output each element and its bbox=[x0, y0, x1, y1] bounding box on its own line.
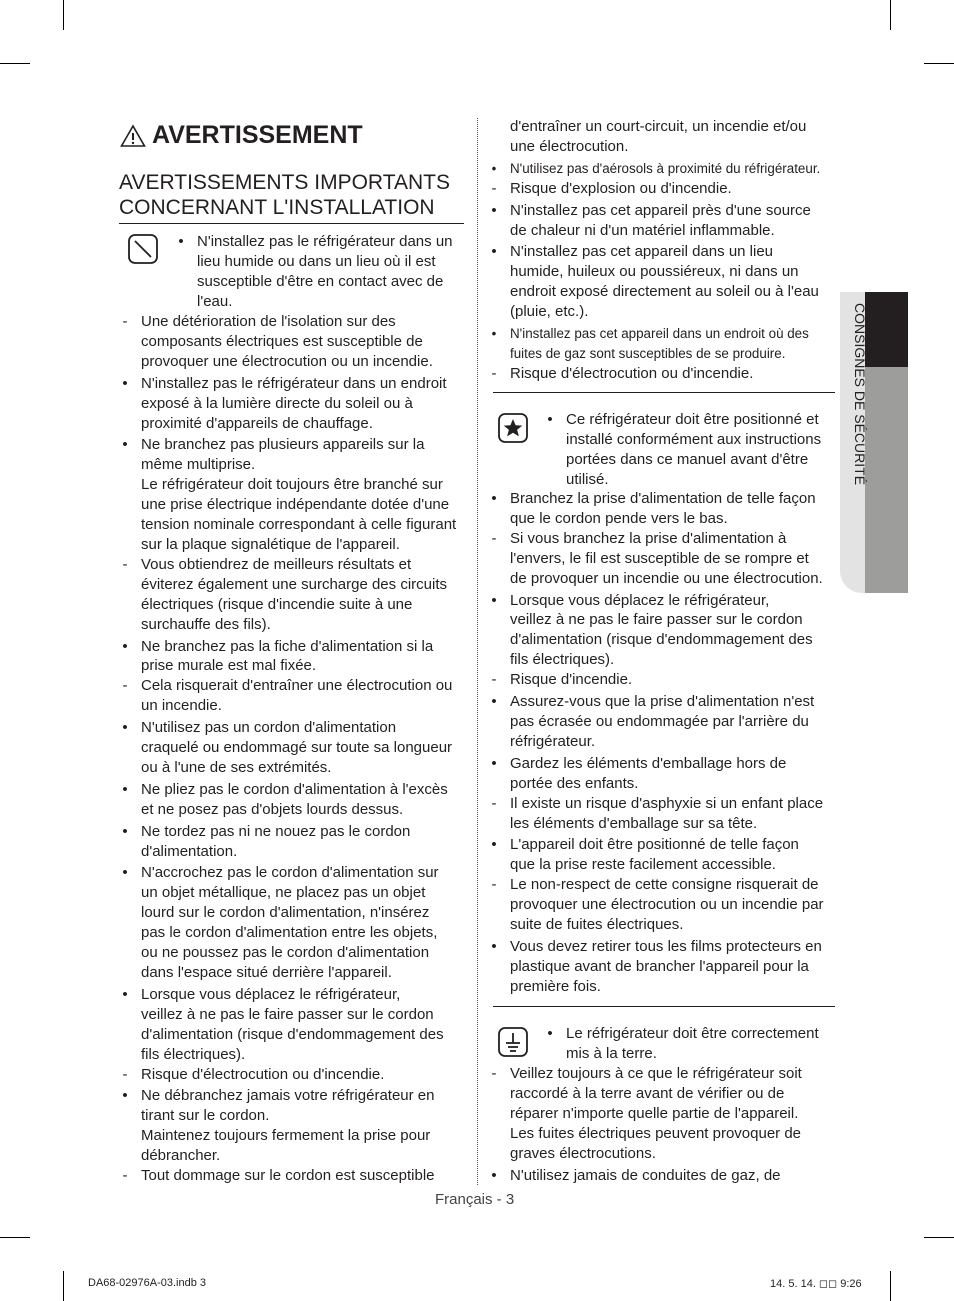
list-item-line: de chaleur ni d'un matériel inflammable. bbox=[510, 221, 775, 239]
list-item bbox=[491, 201, 845, 241]
list-item bbox=[547, 1024, 836, 1064]
list-item-line: Lorsque vous déplacez le réfrigérateur, bbox=[510, 591, 770, 609]
list-item-line: fuites de gaz sont susceptibles de se produire. bbox=[510, 345, 786, 361]
list-item bbox=[122, 435, 471, 554]
important-star-icon bbox=[497, 412, 529, 449]
list-item-line: débrancher. bbox=[141, 1147, 221, 1165]
list-item-line: Vous obtiendrez de meilleurs résultats et bbox=[141, 555, 412, 573]
list-item bbox=[491, 364, 845, 384]
list-item-line: Ce réfrigérateur doit être positionné et bbox=[566, 411, 819, 428]
list-item-line: (pluie, etc.). bbox=[510, 303, 589, 321]
dash-marker: - bbox=[491, 179, 497, 197]
dash-marker: - bbox=[491, 529, 497, 547]
list-item-line: susceptible d'être en contact avec de bbox=[197, 272, 444, 290]
list-item bbox=[491, 670, 840, 690]
dash-marker: - bbox=[122, 1065, 128, 1083]
list-item bbox=[122, 637, 471, 677]
list-item bbox=[491, 1064, 840, 1164]
list-item-line: L'appareil doit être positionné de telle façon bbox=[510, 836, 799, 854]
list-item-line: réparer n'importe quelle partie de l'appareil. bbox=[510, 1104, 799, 1122]
list-item-line: Risque d'explosion ou d'incendie. bbox=[510, 179, 732, 197]
bullet-marker: • bbox=[491, 490, 497, 507]
bullet-marker: • bbox=[122, 374, 128, 392]
list-item bbox=[491, 489, 840, 529]
list-item-line: Les fuites électriques peuvent provoquer de bbox=[510, 1124, 802, 1142]
dash-marker: - bbox=[491, 794, 497, 812]
list-item-line: exposé à la lumière directe du soleil ou à bbox=[141, 394, 413, 412]
bullet-marker: • bbox=[122, 1087, 128, 1105]
section-rule bbox=[493, 1006, 835, 1007]
bullet-marker: • bbox=[122, 637, 128, 655]
crop-mark bbox=[924, 63, 954, 64]
list-item-line: pas le cordon d'alimentation entre les objets, bbox=[141, 924, 438, 942]
list-item-line: Risque d'incendie. bbox=[510, 671, 633, 689]
bullet-marker: • bbox=[122, 985, 128, 1003]
prohibited-icon bbox=[127, 233, 159, 270]
list-item-line: proximité d'appareils de chauffage. bbox=[141, 414, 373, 432]
list-item-line: un objet métallique, ne placez pas un objet bbox=[141, 884, 426, 902]
list-item bbox=[122, 312, 471, 372]
list-item-line: fils électriques). bbox=[141, 1045, 246, 1063]
bullet-marker: • bbox=[491, 160, 497, 176]
list-item-line: d'alimentation (risque d'endommagement des bbox=[141, 1025, 444, 1043]
list-item-line: éviterez également une surcharge des circuits bbox=[141, 575, 447, 593]
right-bot-list bbox=[491, 1064, 840, 1185]
list-item-line: Le non-respect de cette consigne risquerait de bbox=[510, 876, 819, 894]
subheading-line: CONCERNANT L'INSTALLATION bbox=[119, 196, 435, 219]
list-item bbox=[122, 985, 471, 1065]
list-item-line: Il existe un risque d'asphyxie si un enfant place bbox=[510, 794, 824, 812]
list-item-line: tirant sur le cordon. bbox=[141, 1107, 270, 1125]
list-item-line: surchauffe des fils). bbox=[141, 615, 271, 633]
right-bot-intro-list bbox=[547, 1024, 836, 1064]
list-item-line: fils électriques). bbox=[510, 651, 615, 669]
list-item-line: provoquer une électrocution ou un incendie par bbox=[510, 896, 824, 914]
crop-mark bbox=[890, 1271, 891, 1301]
list-item-line: lieu humide ou dans un lieu où il est bbox=[197, 252, 436, 270]
list-item-line: Une détérioration de l'isolation sur des bbox=[141, 313, 396, 330]
list-item-line: Tout dommage sur le cordon est susceptible bbox=[141, 1167, 435, 1185]
list-item-line: Maintenez toujours fermement la prise pour bbox=[141, 1127, 431, 1145]
list-item-line: Cela risquerait d'entraîner une électrocution ou bbox=[141, 677, 453, 695]
list-item-line: N'installez pas cet appareil près d'une source bbox=[510, 201, 811, 219]
left-column-list bbox=[122, 312, 471, 1186]
list-item-line: N'installez pas le réfrigérateur dans un endroit bbox=[141, 374, 447, 392]
side-tab-grey-block bbox=[865, 367, 908, 593]
bullet-marker: • bbox=[491, 693, 497, 711]
list-item-line: ou à l'une de ses extrémités. bbox=[141, 758, 332, 776]
list-item-line: veillez à ne pas le faire passer sur le cordon bbox=[510, 611, 803, 629]
print-file-info: DA68-02976A-03.indb 3 bbox=[88, 1277, 207, 1289]
list-item bbox=[491, 835, 840, 875]
list-item bbox=[491, 179, 845, 199]
list-item bbox=[491, 692, 840, 752]
list-item-line: N'utilisez pas un cordon d'alimentation bbox=[141, 719, 397, 737]
list-item-line: Veillez toujours à ce que le réfrigérateur soit bbox=[510, 1065, 802, 1082]
bullet-marker: • bbox=[491, 243, 497, 261]
list-item bbox=[491, 529, 840, 589]
list-item bbox=[491, 937, 840, 997]
list-item-line: Branchez la prise d'alimentation de telle façon bbox=[510, 490, 816, 507]
list-item-line: Le réfrigérateur doit être correctement bbox=[566, 1025, 819, 1042]
warning-icon bbox=[120, 124, 146, 148]
list-item-line: d'alimentation (risque d'endommagement des bbox=[510, 631, 813, 649]
list-item-line: Vous devez retirer tous les films protecteurs en bbox=[510, 937, 822, 955]
left-intro-list bbox=[178, 232, 467, 312]
list-item-line: d'entraîner un court-circuit, un incendie et/ou bbox=[510, 118, 807, 135]
list-item-line: un incendie. bbox=[141, 697, 222, 715]
list-item bbox=[491, 324, 845, 364]
list-item bbox=[491, 1166, 840, 1186]
bullet-marker: • bbox=[491, 1166, 497, 1184]
list-item-line: que le cordon pende vers le bas. bbox=[510, 509, 728, 527]
list-item-line: Lorsque vous déplacez le réfrigérateur, bbox=[141, 985, 401, 1003]
list-item bbox=[510, 117, 845, 157]
heading-text: AVERTISSEMENT bbox=[152, 121, 363, 149]
bullet-marker: • bbox=[178, 233, 184, 250]
dash-marker: - bbox=[122, 313, 128, 330]
list-item-line: pas écrasée ou endommagée par l'arrière du bbox=[510, 712, 809, 730]
list-item-line: veillez à ne pas le faire passer sur le cordon bbox=[141, 1005, 434, 1023]
bullet-marker: • bbox=[491, 326, 497, 342]
list-item-line: Risque d'électrocution ou d'incendie. bbox=[510, 364, 754, 382]
ground-icon bbox=[497, 1026, 529, 1063]
list-item bbox=[122, 822, 471, 862]
crop-mark bbox=[63, 1271, 64, 1301]
page-number: Français - 3 bbox=[435, 1191, 515, 1208]
dash-marker: - bbox=[122, 677, 128, 695]
list-item bbox=[491, 754, 840, 794]
side-tab-dark-block bbox=[865, 292, 908, 367]
list-item-line: dans l'espace situé derrière l'appareil. bbox=[141, 964, 392, 981]
list-item-line: et ne posez pas d'objets lourds dessus. bbox=[141, 800, 404, 818]
list-item-line: Si vous branchez la prise d'alimentation à bbox=[510, 529, 787, 547]
print-date-info: 14. 5. 14. ◻◻ 9:26 bbox=[770, 1278, 862, 1290]
list-item-line: Ne branchez pas plusieurs appareils sur la bbox=[141, 436, 425, 454]
list-item bbox=[122, 676, 471, 716]
bullet-marker: • bbox=[491, 836, 497, 854]
dash-marker: - bbox=[122, 1167, 128, 1185]
list-item-line: Ne branchez pas la fiche d'alimentation si la bbox=[141, 637, 434, 655]
list-item bbox=[122, 780, 471, 820]
list-item-line: utilisé. bbox=[566, 470, 609, 488]
dash-marker: - bbox=[491, 1065, 497, 1082]
list-item-line: Risque d'électrocution ou d'incendie. bbox=[141, 1065, 385, 1083]
list-item-line: les éléments d'emballage sur sa tête. bbox=[510, 814, 758, 832]
list-item-line: N'utilisez jamais de conduites de gaz, de bbox=[510, 1166, 781, 1184]
list-item bbox=[491, 591, 840, 671]
list-item-line: tension nominale correspondant à celle figurant bbox=[141, 516, 457, 534]
dash-marker: - bbox=[122, 555, 128, 573]
list-item-line: suite de fuites électriques. bbox=[510, 916, 684, 934]
crop-mark bbox=[890, 0, 891, 30]
list-item bbox=[122, 374, 471, 434]
side-tab-label: CONSIGNES DE SÉCURITÉ bbox=[852, 303, 868, 486]
right-top-list bbox=[491, 117, 845, 384]
dash-marker: - bbox=[491, 876, 497, 894]
list-item bbox=[122, 1065, 471, 1085]
list-item bbox=[122, 718, 471, 778]
list-item-line: installé conformément aux instructions bbox=[566, 430, 822, 448]
list-item-line: prise murale est mal fixée. bbox=[141, 657, 317, 675]
list-item-line: l'envers, le fil est susceptible de se rompre et bbox=[510, 549, 809, 567]
list-item-line: N'installez pas le réfrigérateur dans un bbox=[197, 233, 453, 250]
right-mid-intro-list bbox=[547, 410, 836, 490]
list-item bbox=[547, 410, 836, 490]
column-divider bbox=[477, 118, 478, 1185]
list-item-line: Le réfrigérateur doit toujours être branché sur bbox=[141, 476, 443, 494]
list-item-line: de provoquer un incendie ou une électrocution. bbox=[510, 569, 823, 587]
list-item-line: portée des enfants. bbox=[510, 774, 639, 792]
list-item-line: mis à la terre. bbox=[566, 1044, 657, 1062]
list-item-line: portées dans ce manuel avant d'être bbox=[566, 450, 809, 468]
list-item-line: Ne débranchez jamais votre réfrigérateur en bbox=[141, 1087, 435, 1105]
list-item-line: que la prise reste facilement accessible. bbox=[510, 856, 776, 874]
bullet-marker: • bbox=[547, 1025, 553, 1042]
bullet-marker: • bbox=[122, 436, 128, 454]
list-item bbox=[491, 875, 840, 935]
bullet-marker: • bbox=[547, 411, 553, 428]
list-item-line: sur la plaque signalétique de l'appareil. bbox=[141, 535, 400, 553]
list-item bbox=[178, 232, 467, 312]
subheading-line: AVERTISSEMENTS IMPORTANTS bbox=[119, 171, 450, 194]
list-item-line: humide, huileux ou poussiéreux, ni dans un bbox=[510, 263, 799, 281]
section-subheading bbox=[119, 170, 464, 224]
list-item-line: d'alimentation. bbox=[141, 842, 238, 860]
list-item bbox=[491, 242, 845, 322]
bullet-marker: • bbox=[491, 591, 497, 609]
bullet-marker: • bbox=[491, 201, 497, 219]
crop-mark bbox=[0, 63, 30, 64]
list-item-line: N'installez pas cet appareil dans un lieu bbox=[510, 243, 774, 261]
list-item-line: craquelé ou endommagé sur toute sa longueur bbox=[141, 739, 453, 757]
list-item-line: raccordé à la terre avant de vérifier ou de bbox=[510, 1084, 785, 1102]
bullet-marker: • bbox=[122, 719, 128, 737]
bullet-marker: • bbox=[122, 822, 128, 840]
list-item bbox=[122, 555, 471, 635]
list-item bbox=[122, 863, 471, 982]
bullet-marker: • bbox=[491, 754, 497, 772]
section-rule bbox=[493, 392, 835, 393]
list-item-line: réfrigérateur. bbox=[510, 732, 596, 750]
list-item-line: plastique avant de brancher l'appareil pour la bbox=[510, 957, 809, 975]
list-item-line: N'utilisez pas d'aérosols à proximité du réfrigérateur. bbox=[510, 160, 821, 176]
list-item-line: Assurez-vous que la prise d'alimentation n'est bbox=[510, 693, 815, 711]
right-mid-list bbox=[491, 489, 840, 997]
list-item bbox=[122, 1086, 471, 1166]
list-item-line: graves électrocutions. bbox=[510, 1144, 656, 1162]
list-item bbox=[491, 794, 840, 834]
list-item-line: première fois. bbox=[510, 977, 601, 995]
bullet-marker: • bbox=[491, 937, 497, 955]
list-item-line: N'accrochez pas le cordon d'alimentation sur bbox=[141, 864, 439, 882]
list-item-line: l'eau. bbox=[197, 292, 233, 310]
list-item-line: endroit exposé directement au soleil ou à l'eau bbox=[510, 283, 819, 301]
bullet-marker: • bbox=[122, 864, 128, 882]
list-item-line: Ne pliez pas le cordon d'alimentation à l'excès bbox=[141, 780, 448, 798]
bullet-marker: • bbox=[122, 780, 128, 798]
list-item-line: lourd sur le cordon d'alimentation, n'insérez bbox=[141, 904, 430, 922]
list-item-line: même multiprise. bbox=[141, 456, 256, 474]
crop-mark bbox=[63, 0, 64, 30]
list-item-line: une électrocution. bbox=[510, 137, 629, 155]
list-item bbox=[122, 1166, 471, 1186]
list-item-line: N'installez pas cet appareil dans un endroit où des bbox=[510, 326, 809, 342]
list-item-line: Gardez les éléments d'emballage hors de bbox=[510, 754, 787, 772]
list-item-line: composants électriques est susceptible de bbox=[141, 332, 423, 350]
dash-marker: - bbox=[491, 671, 497, 689]
list-item bbox=[491, 159, 845, 179]
list-item-line: provoquer une électrocution ou un incendie. bbox=[141, 352, 433, 370]
dash-marker: - bbox=[491, 364, 497, 382]
crop-mark bbox=[924, 1237, 954, 1238]
page-heading bbox=[120, 121, 363, 150]
list-item-line: électriques (risque d'incendie suite à une bbox=[141, 595, 413, 613]
list-item-line: Ne tordez pas ni ne nouez pas le cordon bbox=[141, 822, 411, 840]
crop-mark bbox=[0, 1237, 30, 1238]
list-item-line: une prise électrique indépendante dotée d'une bbox=[141, 496, 450, 514]
list-item-line: ou ne poussez pas le cordon d'alimentation bbox=[141, 944, 430, 962]
